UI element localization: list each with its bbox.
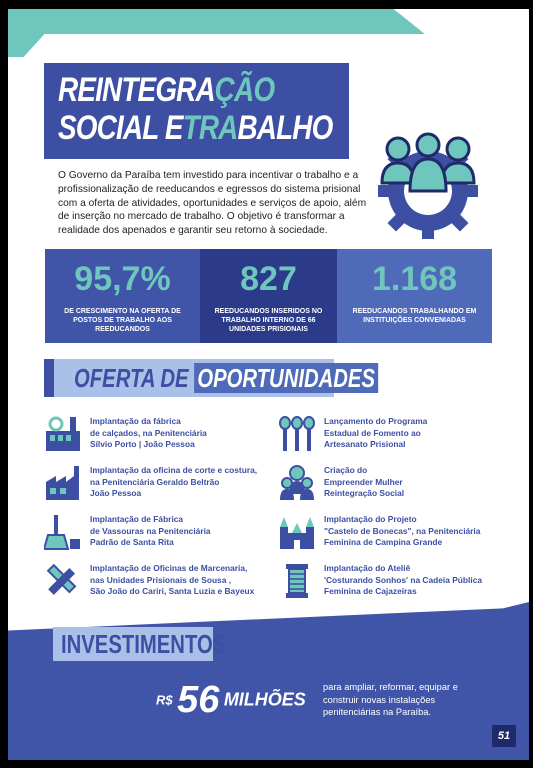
stat-value: 95,7% [74, 260, 171, 298]
stat-label: REEDUCANDOS INSERIDOS NO TRABALHO INTERNO DE 66 UNIDADES PRISIONAIS [214, 308, 323, 333]
oferta-accent [44, 359, 54, 397]
list-item [278, 562, 518, 604]
list-item [278, 464, 518, 506]
stats-row [45, 249, 492, 343]
people-gear-icon [368, 119, 488, 239]
thread-spool-icon [278, 562, 316, 600]
sewing-factory-icon [44, 464, 82, 502]
broom-icon [44, 513, 82, 551]
title-line-2: SOCIAL ETRABALHO [58, 109, 333, 147]
investment-description: para ampliar, reformar, equipar e construir novas instalações penitenciárias na Paraíba. [323, 682, 458, 717]
stat-working [337, 249, 492, 343]
item-text: Criação do Empreender Mulher Reintegração Social [324, 465, 405, 498]
item-text: Implantação da oficina de corte e costura, na Penitenciária Geraldo Beltrão João Pessoa [90, 465, 258, 498]
item-text: Implantação do Projeto "Castelo de Bonecas", na Penitenciária Feminina de Campina Grande [324, 514, 481, 547]
page-number: 51 [492, 725, 516, 747]
oferta-heading [44, 359, 375, 397]
list-item [278, 415, 518, 457]
investment-amount [156, 679, 306, 721]
stat-growth [45, 249, 200, 343]
amount-value: 56 [177, 679, 220, 721]
page [8, 9, 529, 760]
oferta-part2: OPORTUNIDADES [194, 363, 378, 393]
stat-label: DE CRESCIMENTO NA OFERTA DE POSTOS DE TRABALHO AOS REEDUCANDOS [64, 308, 181, 333]
castle-icon [278, 513, 316, 551]
title-line-1: REINTEGRAÇÃO [58, 71, 275, 109]
list-item [44, 562, 284, 604]
amount-unit: MILHÕES [223, 689, 306, 710]
oferta-part1: OFERTA DE [74, 363, 195, 393]
stat-value: 827 [240, 260, 297, 298]
list-item [44, 513, 284, 555]
intro-paragraph: O Governo da Paraíba tem investido para incentivar o trabalho e a profissionalização de reeducandos e egressos do sistema prisional com a oferta de atividades, oportunidades e serviços de apoio, além de inserção no mercado de trabalho. O objetivo é transformar a realidade dos apenados e garantir seu retorno à sociedade. [58, 170, 367, 237]
artisan-tools-icon [278, 415, 316, 453]
factory-icon [44, 415, 82, 453]
teal-decorative-band [8, 9, 529, 57]
women-group-icon [278, 464, 316, 502]
list-item [278, 513, 518, 555]
stat-value: 1.168 [371, 260, 458, 298]
investimentos-heading-box [53, 627, 227, 661]
list-item [44, 464, 284, 506]
stat-inserted [200, 249, 337, 343]
item-text: Implantação do Ateliê 'Costurando Sonhos' na Cadeia Pública Feminina de Cajazeiras [324, 563, 483, 596]
item-text: Implantação de Fábrica de Vassouras na Penitenciária Padrão de Santa Rita [90, 514, 211, 547]
list-item [44, 415, 284, 457]
investimentos-heading: INVESTIMENTOS [61, 629, 227, 659]
item-text: Implantação da fábrica de calçados, na Penitenciária Sílvio Porto | João Pessoa [90, 416, 207, 449]
currency: R$ [156, 692, 173, 708]
carpentry-tools-icon [44, 562, 82, 600]
title-banner [44, 63, 349, 159]
item-text: Lançamento do Programa Estadual de Fomento ao Artesanato Prisional [324, 416, 428, 449]
stat-label: REEDUCANDOS TRABALHANDO EM INSTITUIÇÕES CONVENIADAS [352, 308, 477, 324]
item-text: Implantação de Oficinas de Marcenaria, nas Unidades Prisionais de Sousa , São João do Cariri, Santa Luzia e Bayeux [90, 563, 255, 596]
